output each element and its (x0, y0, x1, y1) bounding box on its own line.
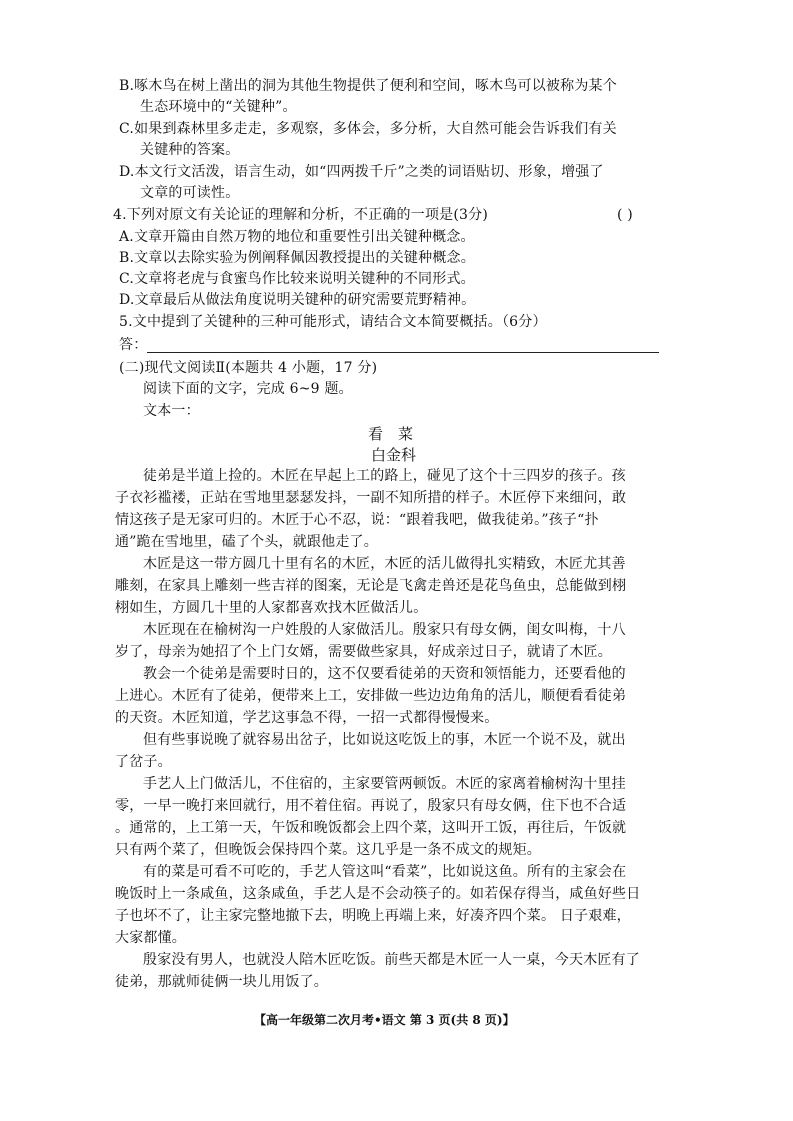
story-author: 白金科 (371, 446, 417, 464)
question-5-stem: 5.文中提到了关键种的三种可能形式，请结合文本简要概括。（6分） (119, 314, 547, 330)
story-line: 栩如生，方圆几十里的人家都喜欢找木匠做活儿。 (115, 600, 428, 616)
story-title: 看 菜 (368, 425, 414, 443)
story-line: 雕刻，在家具上雕刻一些吉祥的图案，无论是飞禽走兽还是花鸟鱼虫，总能做到栩 (115, 578, 627, 594)
story-line: 只有两个菜了，但晚饭会保持四个菜。这几乎是一条不成文的规矩。 (115, 842, 541, 858)
story-line: 徒弟是半道上捡的。木匠在早起上工的路上，碰见了这个十三四岁的孩子。孩 (143, 468, 626, 484)
question-4-option-a: A.文章开篇由自然万物的地位和重要性引出关键种概念。 (119, 229, 475, 245)
story-line: 子衣衫褴褛，正站在雪地里瑟瑟发抖，一副不知所措的样子。木匠停下来细问，敢 (115, 490, 627, 506)
story-line: 手艺人上门做活儿，不住宿的，主家要管两顿饭。木匠的家离着榆树沟十里挂 (143, 776, 626, 792)
story-line: 大家都懂。 (115, 930, 186, 946)
story-line: 零，一早一晚打来回就行，用不着住宿。再说了，殷家只有母女俩，住下也不合适 (115, 798, 627, 814)
story-line: 。通常的，上工第一天，午饭和晚饭都会上四个菜，这叫开工饭，再往后，午饭就 (115, 820, 627, 836)
story-line: 情这孩子是无家可归的。木匠于心不忍，说：“跟着我吧，做我徒弟。”孩子“扑 (115, 512, 599, 528)
option-b-line1: B.啄木鸟在树上凿出的洞为其他生物提供了便利和空间，啄木鸟可以被称为某个 (119, 78, 617, 94)
story-line: 子也坏不了，让主家完整地撤下去，明晚上再端上来，好凑齐四个菜。 日子艰难， (115, 908, 631, 924)
story-line: 木匠是这一带方圆几十里有名的木匠，木匠的活儿做得扎实精致，木匠尤其善 (143, 556, 626, 572)
option-c-line2: 关键种的答案。 (140, 142, 240, 158)
question-4-option-c: C.文章将老虎与食蜜鸟作比较来说明关键种的不同形式。 (119, 271, 475, 287)
question-4-answer-bracket: ( ) (617, 207, 633, 223)
story-line: 殷家没有男人，也就没人陪木匠吃饭。前些天都是木匠一人一桌，今天木匠有了 (143, 952, 640, 968)
story-line: 教会一个徒弟是需要时日的，这不仅要看徒弟的天资和领悟能力，还要看他的 (143, 666, 626, 682)
story-line: 木匠现在在榆树沟一户姓殷的人家做活儿。殷家只有母女俩，闺女叫梅，十八 (143, 622, 626, 638)
story-line: 徒弟，那就师徒俩一块儿用饭了。 (115, 974, 328, 990)
story-line: 但有些事说晚了就容易出岔子，比如说这吃饭上的事，木匠一个说不及，就出 (143, 732, 626, 748)
question-4-option-d: D.文章最后从做法角度说明关键种的研究需要荒野精神。 (119, 292, 476, 308)
option-b-line2: 生态环境中的“关键种”。 (140, 99, 297, 115)
story-line: 岁了，母亲为她招了个上门女婿，需要做些家具，好成亲过日子，就请了木匠。 (115, 644, 612, 660)
section-header: (二)现代文阅读Ⅱ(本题共 4 小题，17 分) (119, 360, 378, 376)
reading-instruction: 阅读下面的文字，完成 6~9 题。 (143, 381, 353, 397)
answer-line[interactable] (147, 352, 659, 353)
text-label: 文本一： (143, 403, 200, 419)
option-d-line1: D.本文行文活泼，语言生动，如“四两拨千斤”之类的词语贴切、形象，增强了 (119, 164, 604, 180)
option-c-line1: C.如果到森林里多走走，多观察，多体会，多分析，大自然可能会告诉我们有关 (119, 121, 617, 137)
story-line: 了岔子。 (115, 754, 172, 770)
story-line: 通”跪在雪地里，磕了个头，就跟他走了。 (115, 534, 378, 550)
page-footer: 【高一年级第二次月考•语文 第 3 页(共 8 页)】 (254, 1013, 515, 1027)
story-line: 有的菜是可看不可吃的，手艺人管这叫“看菜”，比如说这鱼。所有的主家会在 (143, 864, 627, 880)
answer-label: 答： (119, 337, 148, 353)
question-4-option-b: B.文章以去除实验为例阐释佩因教授提出的关键种概念。 (119, 250, 475, 266)
question-4-stem: 4.下列对原文有关论证的理解和分析，不正确的一项是(3分) (113, 207, 488, 223)
story-line: 晚饭时上一条咸鱼，这条咸鱼，手艺人是不会动筷子的。如若保存得当，咸鱼好些日 (115, 886, 641, 902)
story-line: 的天资。木匠知道，学艺这事急不得，一招一式都得慢慢来。 (115, 710, 499, 726)
story-line: 上进心。木匠有了徒弟，便带来上工，安排做一些边边角角的活儿，顺便看看徒弟 (115, 688, 627, 704)
option-d-line2: 文章的可读性。 (140, 185, 240, 201)
